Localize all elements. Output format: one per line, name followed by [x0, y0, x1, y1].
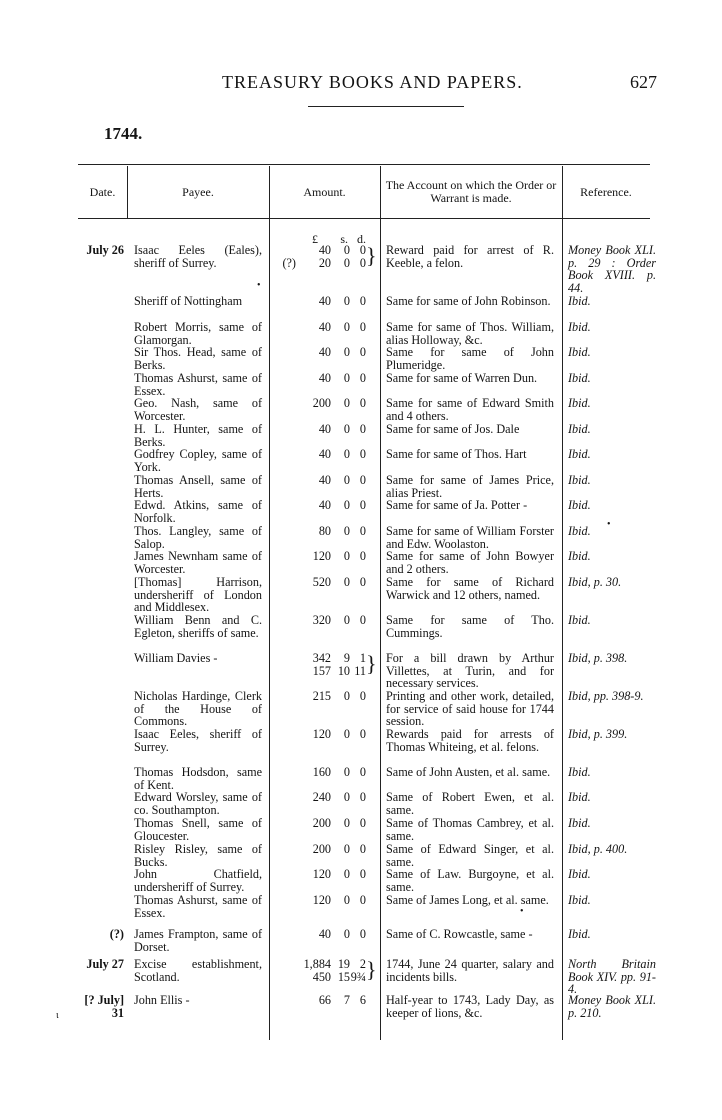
row-account: Rewards paid for arrests of Thomas Whiteing, et al. felons. — [386, 727, 554, 754]
row-payee: Nicholas Hardinge, Clerk of the House of Commons. — [134, 689, 262, 728]
amount-shillings: 0 — [343, 396, 350, 410]
row-payee: James Newnham same of Worcester. — [134, 549, 262, 576]
amount-pence: 2 — [359, 957, 366, 971]
amount-shillings: 0 — [343, 422, 350, 436]
amount-shillings: 0 — [343, 727, 350, 741]
amount-line — [276, 928, 380, 941]
row-account: Same for same of Thos. Hart — [386, 447, 527, 461]
amount-pounds: 40 — [318, 473, 331, 487]
row-date: July 27 — [86, 957, 124, 971]
amount-line — [276, 423, 380, 436]
row-payee: Thomas Ashurst, same of Essex. — [134, 893, 262, 920]
row-payee: Risley Risley, same of Bucks. — [134, 842, 262, 869]
row-payee: Edwd. Atkins, same of Norfolk. — [134, 498, 262, 525]
column-header-date: Date. — [89, 184, 116, 199]
amount-pence: 0 — [359, 473, 366, 487]
row-amount — [276, 766, 380, 779]
amount-pounds: 200 — [312, 396, 331, 410]
amount-brace: } — [366, 957, 377, 982]
row-date: [? July] 31 — [84, 993, 124, 1020]
row-amount — [276, 843, 380, 856]
row-reference: Ibid, pp. 398-9. — [568, 689, 644, 703]
amount-line — [276, 525, 380, 538]
row-reference: Money Book XLI. p. 210. — [568, 993, 656, 1020]
row-date: July 26 — [86, 243, 124, 257]
amount-shillings: 0 — [343, 498, 350, 512]
amount-shillings: 0 — [343, 524, 350, 538]
row-amount — [276, 423, 380, 436]
amount-line — [276, 550, 380, 563]
row-reference: Ibid. — [568, 294, 591, 308]
amount-pounds: 1,884 — [303, 957, 331, 971]
row-amount — [276, 958, 380, 983]
amount-line — [276, 499, 380, 512]
amount-line — [276, 791, 380, 804]
row-reference: Ibid. — [568, 447, 591, 461]
amount-pounds: 120 — [312, 867, 331, 881]
amount-pounds: 40 — [318, 320, 331, 334]
row-account: Same for same of Richard Warwick and 12 others, named. — [386, 575, 554, 602]
amount-pounds: 40 — [318, 447, 331, 461]
amount-line — [276, 690, 380, 703]
amount-shillings: 0 — [343, 927, 350, 941]
row-account: Same for same of Warren Dun. — [386, 371, 538, 385]
amount-pence: 0 — [359, 790, 366, 804]
row-account: Same for same of Thos. William, alias Holloway, &c. — [386, 320, 554, 347]
row-amount — [276, 652, 380, 677]
amount-pence: 0 — [359, 575, 366, 589]
row-amount — [276, 868, 380, 881]
row-amount — [276, 244, 380, 269]
row-account: Same of C. Rowcastle, same - — [386, 927, 533, 941]
col-divider — [269, 166, 270, 1040]
amount-pounds: 450 — [312, 969, 331, 984]
column-header-payee: Payee. — [182, 184, 214, 199]
amount-line — [276, 397, 380, 410]
row-amount — [276, 614, 380, 627]
row-payee: Thomas Hodsdon, same of Kent. — [134, 765, 262, 792]
amount-pounds: 40 — [318, 345, 331, 359]
amount-line — [276, 295, 380, 308]
page-number: 627 — [630, 72, 657, 92]
amount-pence: 0 — [359, 422, 366, 436]
row-account: Same of James Long, et al. same. — [386, 893, 549, 907]
row-payee: Robert Morris, same of Glamorgan. — [134, 320, 262, 347]
amount-pence: 0 — [359, 371, 366, 385]
row-payee: Thos. Langley, same of Salop. — [134, 524, 262, 551]
amount-line — [276, 766, 380, 779]
row-amount — [276, 372, 380, 385]
amount-shillings: 0 — [343, 255, 350, 270]
row-payee: Geo. Nash, same of Worcester. — [134, 396, 262, 423]
row-reference: Ibid. — [568, 524, 591, 538]
year-heading: 1744. — [104, 124, 143, 143]
row-amount — [276, 397, 380, 410]
amount-pounds: 215 — [312, 689, 331, 703]
amount-pence: 0 — [359, 842, 366, 856]
amount-pence: 0 — [359, 549, 366, 563]
col-divider — [380, 166, 381, 1040]
row-account: Half-year to 1743, Lady Day, as keeper of lions, &c. — [386, 993, 554, 1020]
row-amount — [276, 499, 380, 512]
amount-line — [276, 614, 380, 627]
amount-pounds: 200 — [312, 842, 331, 856]
row-reference: Ibid. — [568, 473, 591, 487]
row-amount — [276, 346, 380, 359]
amount-line — [276, 728, 380, 741]
column-header-reference: Reference. — [580, 184, 632, 199]
row-reference: Ibid. — [568, 816, 591, 830]
amount-pence: 0 — [359, 294, 366, 308]
running-header — [0, 72, 722, 96]
amount-pence: 0 — [359, 320, 366, 334]
amount-pounds: 120 — [312, 549, 331, 563]
row-account: Same of Edward Singer, et al. same. — [386, 842, 554, 869]
row-reference: Ibid. — [568, 790, 591, 804]
amount-shillings: 0 — [343, 893, 350, 907]
row-account: Reward paid for arrest of R. Keeble, a felon. — [386, 243, 554, 270]
row-account: Same of Robert Ewen, et al. same. — [386, 790, 554, 817]
amount-pence: 0 — [359, 345, 366, 359]
row-amount — [276, 817, 380, 830]
table-header-rule — [78, 218, 650, 219]
row-amount — [276, 690, 380, 703]
amount-shillings: 0 — [343, 867, 350, 881]
row-amount — [276, 321, 380, 334]
amount-pence: 6 — [359, 993, 366, 1007]
amount-line — [276, 576, 380, 589]
row-reference: Ibid. — [568, 867, 591, 881]
margin-mark: ι — [56, 1010, 59, 1021]
amount-pence: 11 — [354, 663, 366, 678]
amount-shillings: 0 — [343, 473, 350, 487]
row-reference: Ibid, p. 400. — [568, 842, 628, 856]
row-account: Same for same of Jos. Dale — [386, 422, 520, 436]
amount-pence: 0 — [359, 447, 366, 461]
table-top-rule — [78, 164, 650, 165]
amount-pence: 0 — [359, 396, 366, 410]
shillings-unit: s. — [340, 232, 348, 246]
row-account: Same for same of John Bowyer and 2 others. — [386, 549, 554, 576]
amount-brace: } — [366, 243, 377, 268]
row-reference: Ibid. — [568, 396, 591, 410]
row-account: Same for same of John Robinson. — [386, 294, 551, 308]
row-payee: John Chatfield, undersheriff of Surrey. — [134, 867, 262, 894]
stray-mark: • — [257, 280, 261, 291]
row-amount — [276, 550, 380, 563]
amount-pence: 0 — [359, 727, 366, 741]
row-reference: Ibid. — [568, 613, 591, 627]
row-account: Same for same of William Forster and Edw. Woolaston. — [386, 524, 554, 551]
col-divider — [562, 166, 563, 1040]
amount-shillings: 0 — [343, 790, 350, 804]
amount-line — [276, 257, 380, 270]
amount-shillings: 0 — [343, 842, 350, 856]
row-account: For a bill drawn by Arthur Villettes, at Turin, and for necessary services. — [386, 651, 554, 690]
amount-pence: 0 — [359, 816, 366, 830]
amount-pence: 0 — [359, 689, 366, 703]
amount-pence: 0 — [359, 498, 366, 512]
amount-shillings: 0 — [343, 294, 350, 308]
amount-pounds: 40 — [318, 371, 331, 385]
amount-line — [276, 868, 380, 881]
amount-shillings: 0 — [343, 447, 350, 461]
amount-pence: 0 — [359, 613, 366, 627]
row-reference: Ibid. — [568, 498, 591, 512]
amount-pounds: 66 — [318, 993, 331, 1007]
row-reference: Ibid. — [568, 345, 591, 359]
amount-pounds: 342 — [312, 651, 331, 665]
amount-pence: 0 — [359, 893, 366, 907]
row-amount — [276, 474, 380, 487]
row-reference: Ibid, p. 30. — [568, 575, 622, 589]
amount-pence: 9¾ — [350, 969, 366, 984]
row-date: (?) — [109, 927, 124, 941]
amount-line — [276, 652, 380, 665]
amount-shillings: 0 — [343, 765, 350, 779]
amount-pence: 0 — [359, 243, 366, 257]
row-amount — [276, 894, 380, 907]
row-reference: Money Book XLI. p. 29 : Order Book XVIII. p. 44. — [568, 243, 656, 295]
amount-query: (?) — [282, 255, 296, 270]
header-rule — [308, 106, 464, 107]
amount-shillings: 0 — [343, 345, 350, 359]
row-account: Same for same of Edward Smith and 4 others. — [386, 396, 554, 423]
row-account: Same for same of John Plumeridge. — [386, 345, 554, 372]
row-payee: Isaac Eeles (Eales), sheriff of Surrey. — [134, 243, 262, 270]
row-reference: Ibid, p. 398. — [568, 651, 628, 665]
row-payee: Godfrey Copley, same of York. — [134, 447, 262, 474]
amount-pounds: 157 — [312, 663, 331, 678]
amount-shillings: 0 — [343, 689, 350, 703]
row-amount — [276, 525, 380, 538]
row-payee: [Thomas] Harrison, undersheriff of London and Middlesex. — [134, 575, 262, 614]
amount-shillings: 15 — [337, 969, 350, 984]
amount-pounds: 240 — [312, 790, 331, 804]
stray-mark: • — [520, 906, 524, 917]
amount-shillings: 0 — [343, 575, 350, 589]
row-payee: Thomas Ashurst, same of Essex. — [134, 371, 262, 398]
amount-pounds: 200 — [312, 816, 331, 830]
amount-shillings: 0 — [343, 320, 350, 334]
row-reference: North Britain Book XIV. pp. 91-4. — [568, 957, 656, 996]
amount-pounds: 40 — [318, 294, 331, 308]
amount-shillings: 0 — [343, 549, 350, 563]
amount-pence: 0 — [359, 255, 366, 270]
row-account: Same of Thomas Cambrey, et al. same. — [386, 816, 554, 843]
amount-pounds: 120 — [312, 893, 331, 907]
row-payee: Excise establishment, Scotland. — [134, 957, 262, 984]
row-reference: Ibid. — [568, 765, 591, 779]
amount-shillings: 0 — [343, 243, 350, 257]
amount-line — [276, 994, 380, 1007]
amount-line — [276, 346, 380, 359]
row-account: Same of John Austen, et al. same. — [386, 765, 551, 779]
amount-line — [276, 971, 380, 984]
row-payee: Thomas Ansell, same of Herts. — [134, 473, 262, 500]
amount-line — [276, 372, 380, 385]
amount-pounds: 160 — [312, 765, 331, 779]
amount-pounds: 40 — [318, 498, 331, 512]
row-amount — [276, 994, 380, 1007]
amount-shillings: 19 — [337, 957, 350, 971]
amount-pounds: 20 — [318, 255, 331, 270]
amount-shillings: 7 — [343, 993, 350, 1007]
running-title: TREASURY BOOKS AND PAPERS. — [222, 72, 523, 92]
amount-pence: 0 — [359, 927, 366, 941]
amount-line — [276, 958, 380, 971]
row-payee: Isaac Eeles, sheriff of Surrey. — [134, 727, 262, 754]
amount-pence: 0 — [359, 765, 366, 779]
amount-line — [276, 843, 380, 856]
amount-line — [276, 665, 380, 678]
amount-pounds: 120 — [312, 727, 331, 741]
amount-line — [276, 321, 380, 334]
row-amount — [276, 576, 380, 589]
row-payee: Thomas Snell, same of Gloucester. — [134, 816, 262, 843]
row-payee: John Ellis - — [134, 993, 190, 1007]
amount-shillings: 0 — [343, 816, 350, 830]
amount-line — [276, 244, 380, 257]
row-payee: H. L. Hunter, same of Berks. — [134, 422, 262, 449]
row-payee: Edward Worsley, same of co. Southampton. — [134, 790, 262, 817]
amount-shillings: 9 — [343, 651, 350, 665]
amount-pounds: 520 — [312, 575, 331, 589]
row-reference: Ibid. — [568, 927, 591, 941]
row-reference: Ibid. — [568, 549, 591, 563]
amount-shillings: 0 — [343, 613, 350, 627]
row-reference: Ibid. — [568, 422, 591, 436]
row-account: Same of Law. Burgoyne, et al. same. — [386, 867, 554, 894]
stray-mark: • — [607, 519, 611, 530]
row-reference: Ibid. — [568, 893, 591, 907]
row-payee: Sir Thos. Head, same of Berks. — [134, 345, 262, 372]
amount-shillings: 0 — [343, 371, 350, 385]
amount-pence: 1 — [359, 651, 366, 665]
amount-line — [276, 894, 380, 907]
amount-pence: 0 — [359, 524, 366, 538]
row-amount — [276, 448, 380, 461]
row-amount — [276, 791, 380, 804]
row-payee: William Benn and C. Egleton, sheriffs of same. — [134, 613, 262, 640]
amount-brace: } — [366, 651, 377, 676]
row-account: Printing and other work, detailed, for service of said house for 1744 session. — [386, 689, 554, 728]
amount-pounds: 40 — [318, 927, 331, 941]
amount-pounds: 320 — [312, 613, 331, 627]
amount-shillings: 10 — [337, 663, 350, 678]
row-payee: William Davies - — [134, 651, 218, 665]
row-payee: Sheriff of Nottingham — [134, 294, 243, 308]
row-account: Same for same of Ja. Potter - — [386, 498, 528, 512]
column-header-amount: Amount. — [303, 184, 346, 199]
column-header-account: The Account on which the Order or Warrant is made. — [385, 178, 557, 205]
row-amount — [276, 928, 380, 941]
pounds-unit: £ — [312, 232, 318, 246]
amount-line — [276, 448, 380, 461]
amount-pounds: 40 — [318, 422, 331, 436]
row-reference: Ibid. — [568, 371, 591, 385]
row-reference: Ibid, p. 399. — [568, 727, 628, 741]
row-amount — [276, 728, 380, 741]
amount-line — [276, 474, 380, 487]
row-reference: Ibid. — [568, 320, 591, 334]
amount-pounds: 80 — [318, 524, 331, 538]
row-account: 1744, June 24 quarter, salary and incidents bills. — [386, 957, 554, 984]
amount-line — [276, 817, 380, 830]
row-account: Same for same of Tho. Cummings. — [386, 613, 554, 640]
amount-pounds: 40 — [318, 243, 331, 257]
amount-pence: 0 — [359, 867, 366, 881]
row-account: Same for same of James Price, alias Priest. — [386, 473, 554, 500]
row-amount — [276, 295, 380, 308]
row-payee: James Frampton, same of Dorset. — [134, 927, 262, 954]
pence-unit: d. — [357, 232, 366, 246]
